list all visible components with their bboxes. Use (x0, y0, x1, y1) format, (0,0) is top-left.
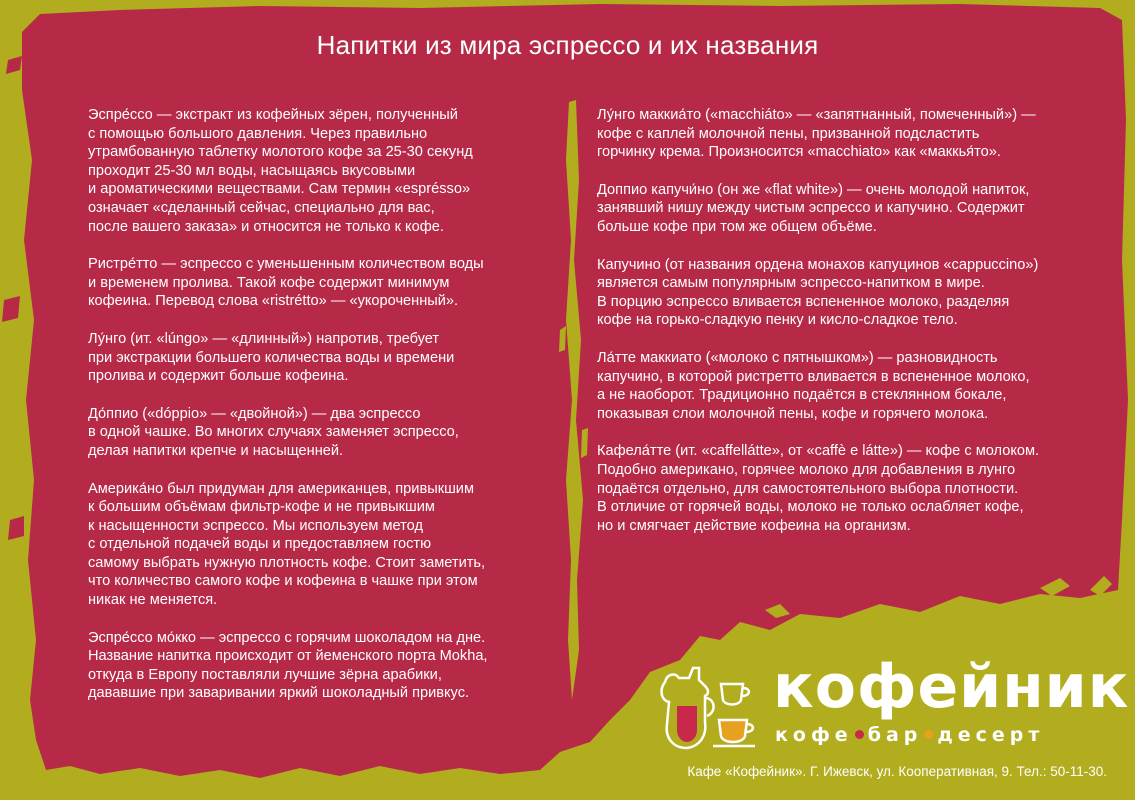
paragraph-espresso: Эспре́ссо — экстракт из кофейных зёрен, полученный с помощью большого давления. Через правильно утрамбованную таблетку молотого кофе за 25-30 секунд проходит 25-30 мл воды, насыщаясь вкусовыми и ароматическими веществами. Сам термин «esprésso» означает «сделанный сейчас, специально для вас, после вашего заказа» и относится не только к кофе. (88, 107, 473, 235)
paragraph-latte-macchiato: Ла́тте маккиато («молоко с пятнышком») — разновидность капучино, в которой ристретто вливается в вспененное молоко, а не наоборот. Традиционно подаётся в стеклянном бокале, показывая слои молочной пены, кофе и горячего молока. (597, 349, 1030, 422)
paragraph-cappuccino: Капучино (от названия ордена монахов капуцинов «cappuccino») является самым популярным эспрессо-напитком в мире. В порцию эспрессо вливается вспененное молоко, разделяя кофе на горько-сладкую пенку и кисло-сладкое тело. (597, 256, 1039, 329)
tagline-dot-red (855, 730, 864, 739)
paragraph-espresso-mocha: Эспре́ссо мо́кко — эспрессо с горячим шоколадом на дне. Название напитка происходит от йеменского порта Mokha, откуда в Европу поставляли лучшие зёрна арабики, дававшие при заваривании яркий шоколадный привкус. (88, 629, 488, 702)
left-column (88, 106, 558, 722)
paragraph-doppio: До́ппио («dóppio» — «двойной») — два эспрессо в одной чашке. Во многих случаях заменяет эспрессо, делая напитки крепче и насыщенней. (88, 405, 459, 459)
tagline-dot-orange (924, 730, 933, 739)
right-column (597, 106, 1107, 554)
logo (655, 652, 1130, 760)
coffee-pot-icon (655, 662, 765, 754)
tagline-coffee: кофе (775, 724, 853, 746)
divider-speck (581, 428, 588, 458)
paragraph-americano: Америка́но был придуман для американцев, привыкшим к большим объёмам фильтр-кофе и не привыкшим к насыщенности эспрессо. Мы используем метод с отдельной подачей воды и предоставляем гостю самому выбрать нужную плотность кофе. Стоит заметить, что количество самого кофе и кофеина в чашке при этом никак не меняется. (88, 480, 486, 609)
tagline-dessert: десерт (937, 724, 1045, 746)
logo-tagline (775, 724, 1044, 746)
paragraph-lungo-macchiato: Лу́нго маккиа́то («macchiáto» — «запятнанный, помеченный») — кофе с каплей молочной пены, призванной подсластить горчинку крема. Произносится «macchiato» как «маккья́то». (597, 107, 1036, 161)
paragraph-ristretto: Ристре́тто — эспрессо с уменьшенным количеством воды и временем пролива. Такой кофе содержит минимум кофеина. Перевод слова «ristrétto» — «укороченный». (88, 256, 484, 310)
brush-speck (8, 516, 24, 540)
footer-address: Кафе «Кофейник». Г. Ижевск, ул. Кооперативная, 9. Тел.: 50-11-30. (687, 764, 1107, 779)
paragraph-lungo: Лу́нго (ит. «lúngo» — «длинный») напротив, требует при экстракции большего количества воды и времени пролива и содержит больше кофеина. (88, 330, 455, 385)
logo-name: кофейник (773, 652, 1130, 722)
tagline-bar: бар (867, 724, 923, 746)
paragraph-caffellatte: Кафела́тте (ит. «caffellátte», от «caffè e látte») — кофе с молоком. Подобно американо, горячее молоко для добавления в лунго подаётся отдельно, для самостоятельного выбора плотности. В отличие от горячей воды, молоко не только ослабляет кофе, но и смягчает действие кофеина на организм. (597, 443, 1040, 534)
brush-speck (2, 296, 20, 322)
paragraph-doppio-cappuccino: Доппио капучи́но (он же «flat white») — очень молодой напиток, занявший нишу между чистым эспрессо и капучино. Содержит больше кофе при том же общем объёме. (597, 181, 1030, 235)
page-title: Напитки из мира эспрессо и их названия (316, 30, 819, 60)
